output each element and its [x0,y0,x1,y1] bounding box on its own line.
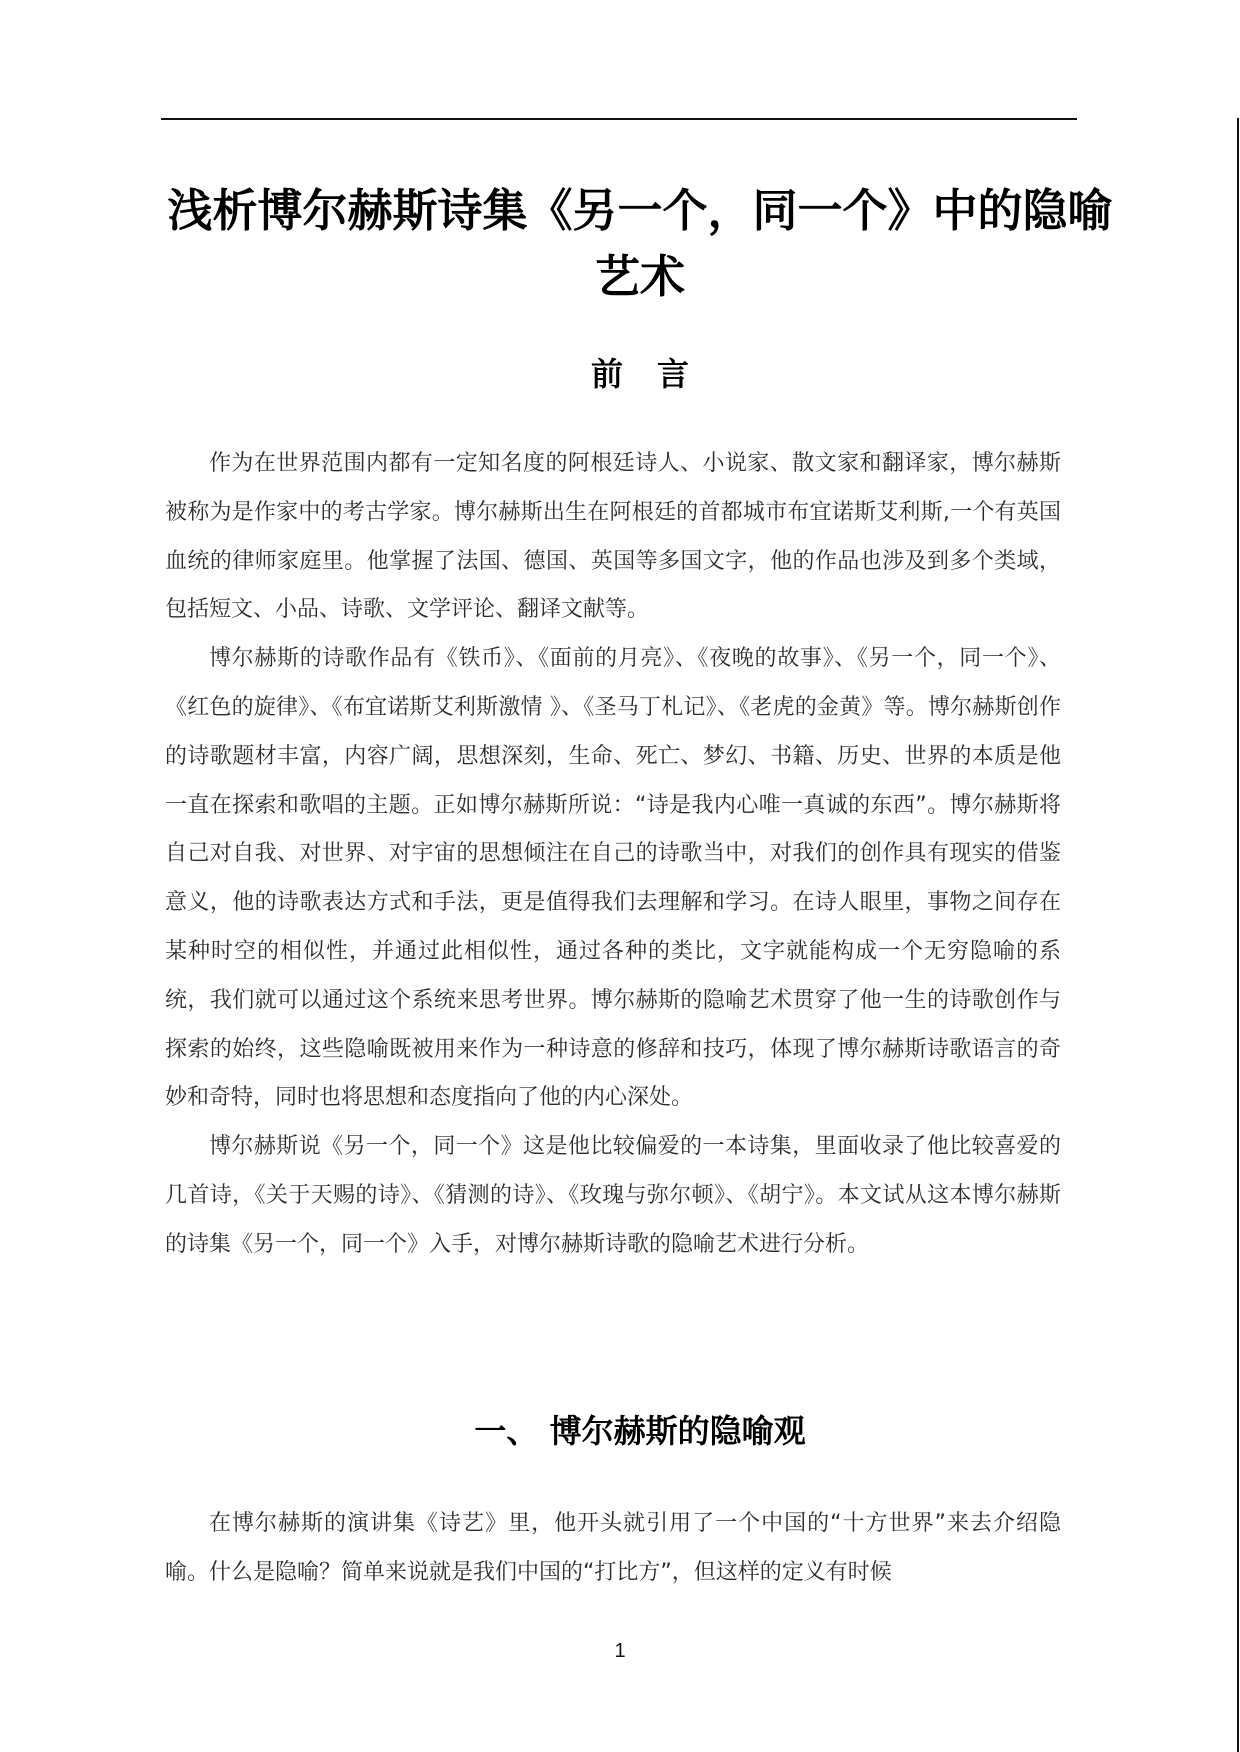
document-title: 浅析博尔赫斯诗集《另一个，同一个》中的隐喻艺术 [167,184,1113,303]
page-number: 1 [614,1640,626,1662]
paragraph: 博尔赫斯说《另一个，同一个》这是他比较偏爱的一本诗集，里面收录了他比较喜爱的几首诗，《关于天赐的诗》、《猜测的诗》、《玫瑰与弥尔顿》、《胡宁》。本文试从这本博尔赫斯的诗集《另一个，同一个》入手，对博尔赫斯诗歌的隐喻艺术进行分析。 [165,1134,1061,1257]
preface-heading [150,352,1130,396]
preface-body [165,440,1061,1270]
page-right-edge [1237,118,1239,1752]
paragraph: 在博尔赫斯的演讲集《诗艺》里，他开头就引用了一个中国的“十方世界”来去介绍隐喻。什么是隐喻？简单来说就是我们中国的“打比方”，但这样的定义有时候 [165,1511,1061,1585]
section-heading: 一、 博尔赫斯的隐喻观 [474,1412,806,1450]
paragraph: 博尔赫斯的诗歌作品有《铁币》、《面前的月亮》、《夜晚的故事》、《另一个，同一个》、《红色的旋律》、《布宜诺斯艾利斯激情 》、《圣马丁札记》、《老虎的金黄》等。博尔赫斯创作的诗歌题材丰富，内容广阔，思想深刻，生命、死亡、梦幻、书籍、历史、世界的本质是他一直在探索和歌唱的主题。正如博尔赫斯所说：“诗是我内心唯一真诚的东西”。博尔赫斯将自己对自我、对世界、对宇宙的思想倾注在自己的诗歌当中，对我们的创作具有现实的借鉴意义，他的诗歌表达方式和手法，更是值得我们去理解和学习。在诗人眼里，事物之间存在某种时空的相似性，并通过此相似性，通过各种的类比，文字就能构成一个无穷隐喻的系统，我们就可以通过这个系统来思考世界。博尔赫斯的隐喻艺术贯穿了他一生的诗歌创作与探索的始终，这些隐喻既被用来作为一种诗意的修辞和技巧，体现了博尔赫斯诗歌语言的奇妙和奇特，同时也将思想和态度指向了他的内心深处。 [165,646,1061,1111]
preface-heading-right: 言 [657,355,690,393]
header-rule [161,118,1077,120]
section-body [165,1500,1061,1598]
paragraph: 作为在世界范围内都有一定知名度的阿根廷诗人、小说家、散文家和翻译家，博尔赫斯被称为是作家中的考古学家。博尔赫斯出生在阿根廷的首都城市布宜诺斯艾利斯,一个有英国血统的律师家庭里。他掌握了法国、德国、英国等多国文字，他的作品也涉及到多个类域，包括短文、小品、诗歌、文学评论、翻译文献等。 [165,451,1061,623]
preface-heading-left: 前 [590,355,623,393]
